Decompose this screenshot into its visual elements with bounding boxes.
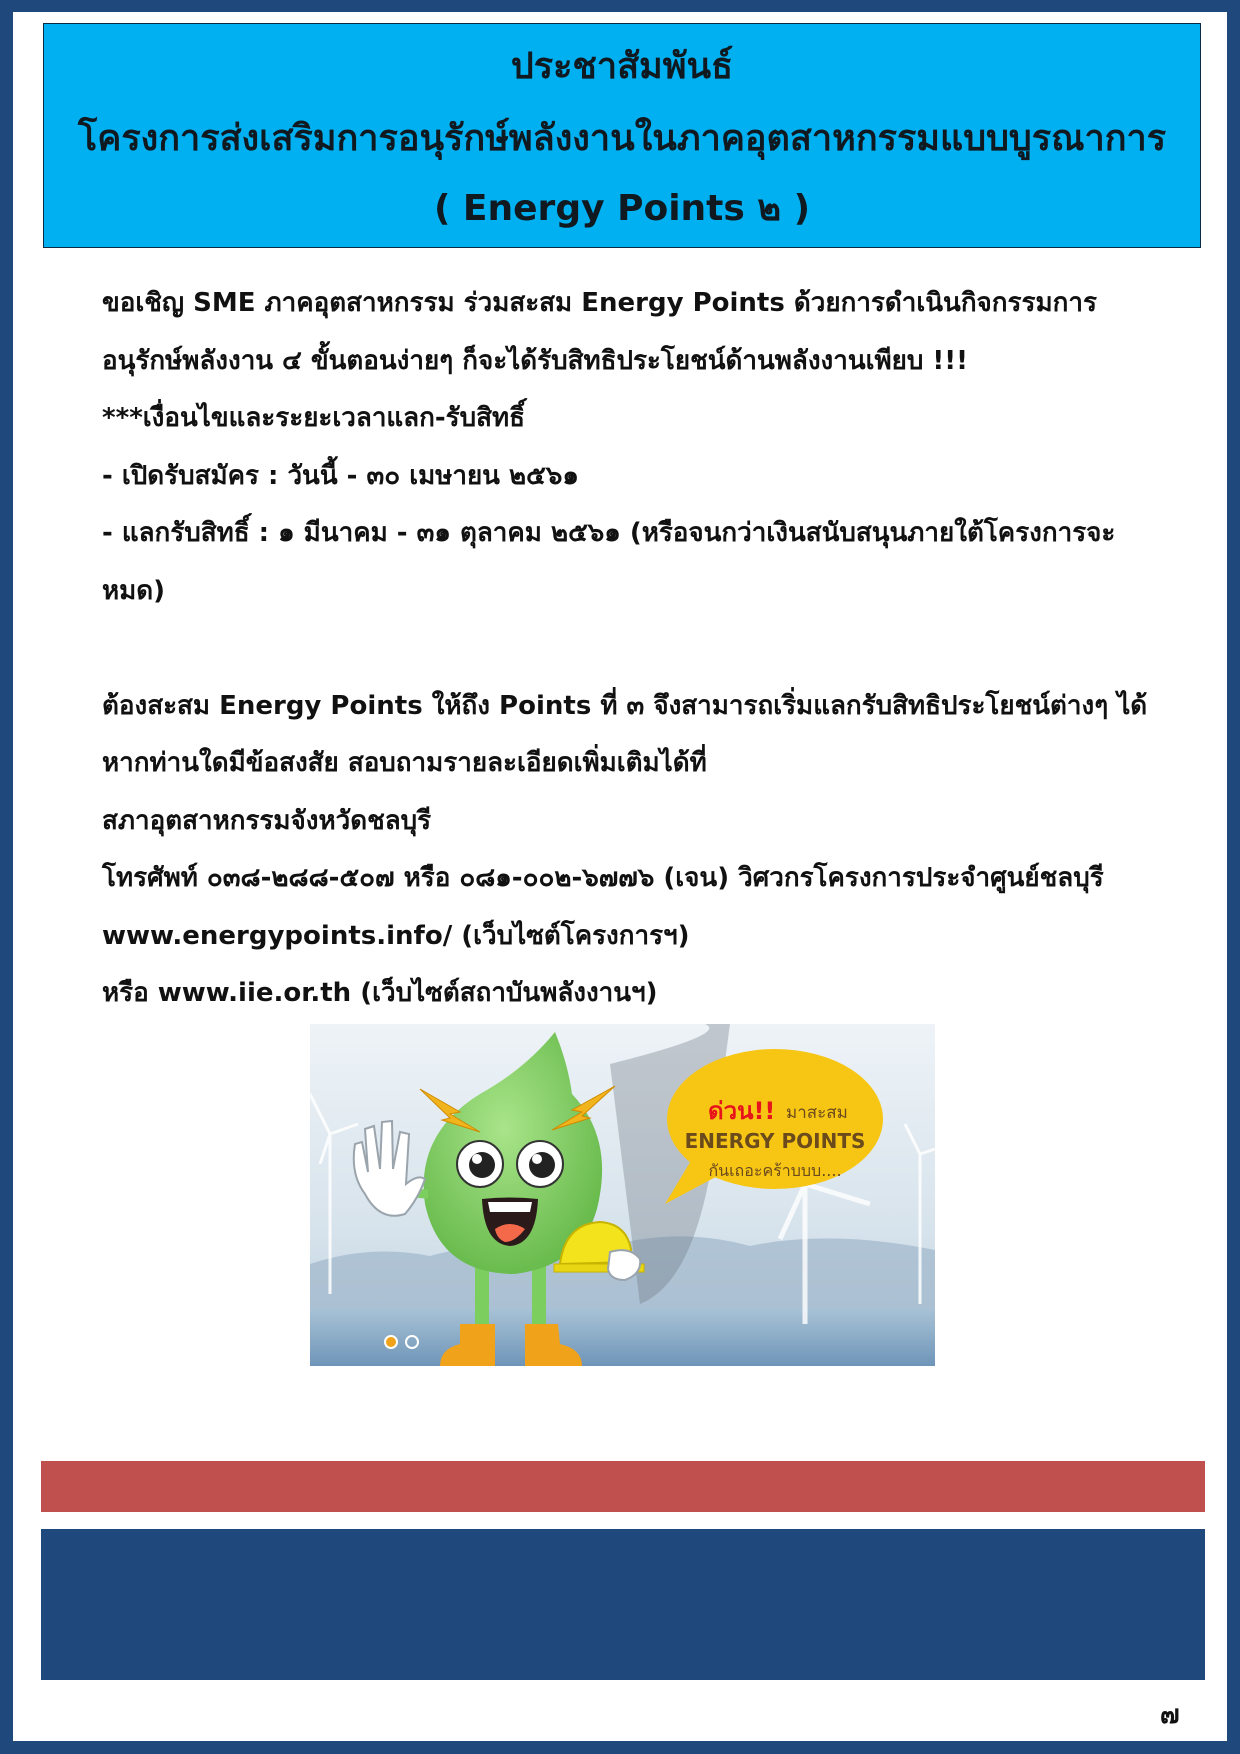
header-title: ประชาสัมพันธ์ [510,46,734,87]
project-website: www.energypoints.info/ (เว็บไซต์โครงการฯ) [102,920,690,951]
carousel-dot-active [385,1336,397,1348]
header-project-name: โครงการส่งเสริมการอนุรักษ์พลังงานในภาคอุตสาหกรรมแบบบูรณาการ [77,118,1167,159]
announcement-header [43,23,1201,248]
paragraph-spacer [102,620,1162,678]
redeem-period-line-1: - แลกรับสิทธิ์ : ๑ มีนาคม - ๓๑ ตุลาคม ๒๕๖๑ (หรือจนกว่าเงินสนับสนุนภายใต้โครงการจะ [102,518,1116,548]
bubble-urgent-text: ด่วน!! [708,1097,776,1125]
redeem-period-line-2: หมด) [102,575,166,606]
institute-website: หรือ www.iie.or.th (เว็บไซต์สถาบันพลังงานฯ) [102,978,658,1008]
header-subtitle: ( Energy Points ๒ ) [433,188,811,229]
mascot-leg [532,1264,546,1334]
footer-red-band [41,1461,1205,1512]
footer-navy-band [41,1529,1205,1680]
announcement-body [102,275,1162,1023]
energy-points-mascot-banner [310,1024,935,1366]
mascot-leg [475,1264,489,1334]
conditions-title: ***เงื่อนไขและระยะเวลาแลก-รับสิทธิ์ [102,403,525,433]
registration-period: - เปิดรับสมัคร : วันนี้ - ๓๐ เมษายน ๒๕๖๑ [102,460,579,491]
page-number: ๗ [1160,1700,1180,1730]
organization-name: สภาอุตสาหกรรมจังหวัดชลบุรี [102,805,432,836]
bubble-brand-text: ENERGY POINTS [684,1129,866,1153]
points-requirement: ต้องสะสม Energy Points ให้ถึง Points ที่ ๓ จึงสามารถเริ่มแลกรับสิทธิประโยชน์ต่างๆ ได้ [102,690,1148,721]
bubble-come-text: มาสะสม [786,1103,848,1123]
bubble-tail-text: กันเถอะคร้าบบบ.... [708,1161,842,1180]
water-surface [310,1309,935,1366]
invite-text-line-2: อนุรักษ์พลังงาน ๔ ขั้นตอนง่ายๆ ก็จะได้รับสิทธิประโยชน์ด้านพลังงานเพียบ !!! [102,345,968,376]
invite-text-line-1: ขอเชิญ SME ภาคอุตสาหกรรม ร่วมสะสม Energy Points ด้วยการดำเนินกิจกรรมการ [102,288,1097,318]
inquiry-text: หากท่านใดมีข้อสงสัย สอบถามรายละเอียดเพิ่มเติมได้ที่ [102,748,707,778]
contact-phone: โทรศัพท์ ๐๓๘-๒๘๘-๕๐๗ หรือ ๐๘๑-๐๐๒-๖๗๗๖ (เจน) วิศวกรโครงการประจำศูนย์ชลบุรี [102,863,1104,893]
